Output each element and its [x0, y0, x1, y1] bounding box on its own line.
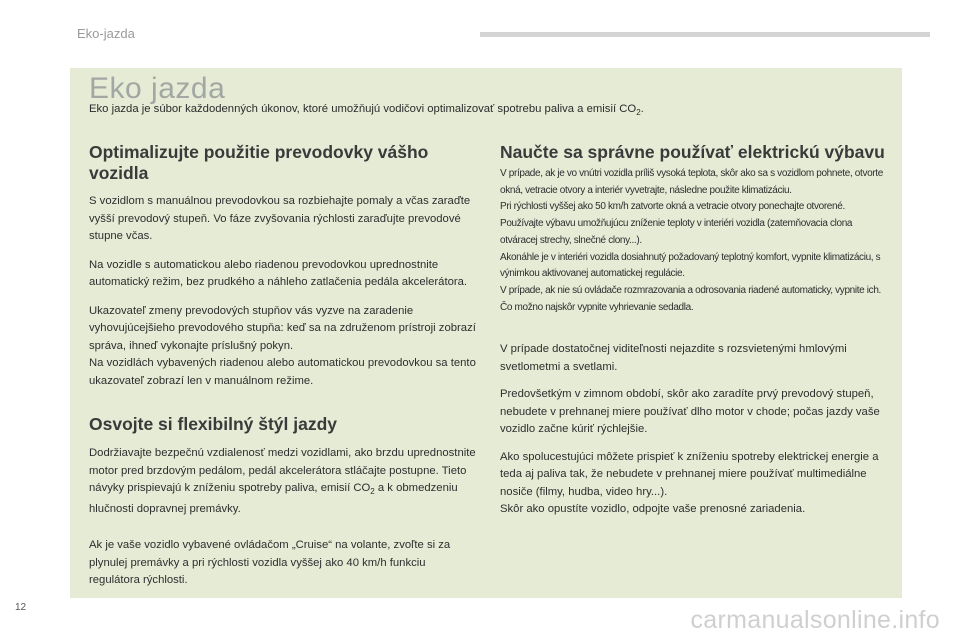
watermark: carmanualsonline.info — [690, 606, 940, 634]
paragraph-indicator-manual-mode: Na vozidlách vybavených riadenou alebo automatickou prevodovkou sa tento ukazovateľ zobrazí len v manuálnom režime. — [89, 357, 476, 387]
paragraph-manual-gearbox: S vozidlom s manuálnou prevodovkou sa rozbiehajte pomaly a včas zaraďte vyšší prevodový stupeň. Vo fáze zvyšovania rýchlosti zaraďujte prevodové stupne včas. — [89, 195, 471, 242]
intro-end: . — [640, 103, 644, 115]
intro-subscript: 2 — [636, 108, 641, 117]
paragraph-cruise-control: Ak je vaše vozidlo vybavené ovládačom „Cruise“ na volante, zvoľte si za plynulej premávky a pri rýchlosti vozidla vyššej ako 40 km/h funkciu regulátora rýchlosti. — [89, 539, 451, 586]
section-heading-gearbox: Optimalizujte použitie prevodovky vášho vozidla — [89, 142, 429, 183]
tip-close-windows: Pri rýchlosti vyššej ako 50 km/h zatvorte okná a vetracie otvory ponechajte otvorené. — [500, 201, 845, 213]
tip-switch-off-ac: Akonáhle je v interiéri vozidla dosiahnutý požadovaný teplotný komfort, vypnite klimatizáciu, s výnimkou aktivovanej automatickej regulácie. — [500, 251, 881, 280]
page-number: 12 — [15, 602, 27, 613]
paragraph-passenger: Ako spolucestujúci môžete prispieť k zníženiu spotreby elektrickej energie a teda aj paliva tak, že nebudete v prehnanej miere používať multimediálne nosiče (filmy, hudba, video hry...). — [500, 450, 879, 498]
intro-main: Eko jazda je súbor každodenných úkonov, ktoré umožňujú vodičovi optimalizovať spotrebu paliva a emisií CO — [89, 103, 637, 115]
electrical-tips — [500, 166, 890, 316]
tip-reduce-temperature: Používajte výbavu umožňujúcu zníženie teploty v interiéri vozidla (zatemňovacia clona otváracej strechy, slnečné clony...). — [500, 218, 853, 246]
paragraph-safe-distance-end: a k obmedzeniu hlučnosti dopravnej premávky. — [89, 482, 458, 515]
section-heading-electrical: Naučte sa správne používať elektrickú výbavu — [500, 142, 885, 162]
intro-text — [89, 103, 889, 117]
paragraph-safe-distance — [89, 445, 479, 518]
left-column — [89, 142, 479, 590]
page-title: Eko jazda — [89, 72, 226, 105]
paragraph-fog-lights: V prípade dostatočnej viditeľnosti nejazdite s rozsvietenými hmlovými svetlometmi a svetlami. — [500, 343, 847, 373]
paragraph-winter: Predovšetkým v zimnom období, skôr ako zaradíte prvý prevodový stupeň, nebudete v prehnanej miere používať dlho motor v chode; počas jazdy vaše vozidlo začne kúriť rýchlejšie. — [500, 388, 880, 436]
tip-ventilate: V prípade, ak je vo vnútri vozidla príliš vysoká teplota, skôr ako sa s vozidlom pohnete, otvorte okná, vetracie otvory a interiér vyvetrajte, následne použite klimatizáciu. — [500, 168, 883, 196]
tip-seat-heating: Čo možno najskôr vypnite vyhrievanie sedadla. — [500, 301, 694, 313]
paragraph-safe-distance-subscript: 2 — [370, 487, 375, 496]
paragraph-unplug: Skôr ako opustíte vozidlo, odpojte vaše prenosné zariadenia. — [500, 503, 806, 516]
paragraph-safe-distance-main: Dodržiavajte bezpečnú vzdialenosť medzi vozidlami, ako brzdu uprednostnite motor pred brzdovým pedálom, pedál akcelerátora stláčajte postupne. Tieto návyky prispievajú k zníženiu spotreby paliva, emisií CO — [89, 447, 476, 494]
section-heading-driving-style: Osvojte si flexibilný štýl jazdy — [89, 414, 338, 434]
header-divider — [480, 32, 930, 37]
header-title: Eko-jazda — [77, 26, 135, 41]
tip-defrost: V prípade, ak nie sú ovládače rozmrazovania a odrosovania riadené automaticky, vypnite ich. — [500, 284, 881, 296]
paragraph-gear-indicator: Ukazovateľ zmeny prevodových stupňov vás vyzve na zaradenie vyhovujúcejšieho prevodového stupňa: keď sa na združenom prístroji zobrazí správa, ihneď vykonajte príslušný pokyn. — [89, 304, 476, 352]
paragraph-automatic-gearbox: Na vozidle s automatickou alebo riadenou prevodovkou uprednostnite automatický režim, bez prudkého a náhleho zatlačenia pedála akcelerátora. — [89, 258, 468, 288]
right-column — [500, 142, 890, 519]
